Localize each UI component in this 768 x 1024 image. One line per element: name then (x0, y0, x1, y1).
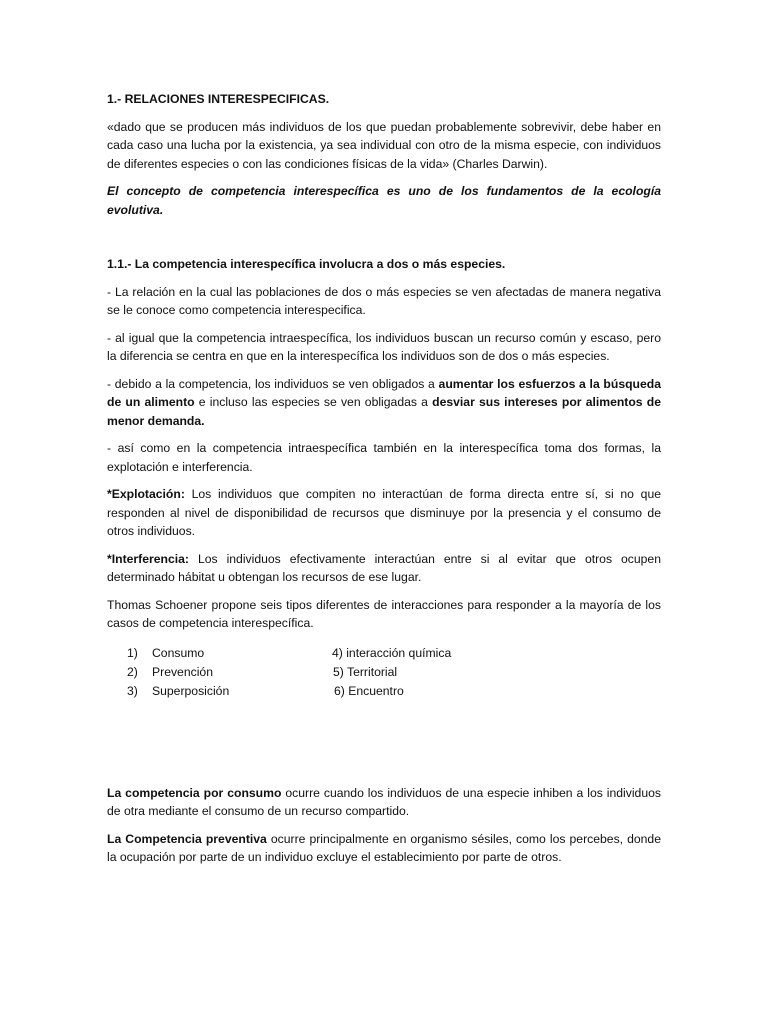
paragraph-explotacion (107, 485, 661, 541)
preventiva-bold: La Competencia preventiva (107, 831, 267, 846)
p3-mid: e incluso las especies se ven obligadas a (194, 395, 433, 409)
paragraph-schoener: Thomas Schoener propone seis tipos diferentes de interacciones para responder a la mayoría de los casos de competencia interespecífica. (107, 597, 661, 630)
list-left-label: Consumo (152, 645, 205, 660)
list-right-label: 5) Territorial (333, 664, 398, 679)
interferencia-label: *Interferencia: (107, 551, 189, 566)
paragraph-competencia (107, 375, 661, 431)
paragraph-relation: - La relación en la cual las poblaciones de dos o más especies se ven afectadas de manera negativa se le conoce como competencia interespecifica. (107, 284, 661, 317)
list-right-label: 4) interacción química (332, 645, 452, 660)
subsection-heading: 1.1.- La competencia interespecífica involucra a dos o más especies. (107, 257, 506, 271)
list-item (107, 682, 661, 701)
list-left-label: Superposición (152, 683, 230, 698)
document-page (107, 90, 661, 867)
p3-pre: - debido a la competencia, los individuos se ven obligados a (107, 376, 439, 391)
list-number: 1) (127, 645, 138, 660)
interaction-list (107, 644, 661, 702)
section-heading: 1.- RELACIONES INTERESPECIFICAS. (107, 92, 330, 106)
paragraph-intraespecifica: - al igual que la competencia intraespecífica, los individuos buscan un recurso común y escaso, pero la diferencia se centra en que en la interespecífica los individuos son de dos o más especies. (107, 330, 661, 363)
darwin-quote: «dado que se producen más individuos de los que puedan probablemente sobrevivir, debe haber en cada caso una lucha por la existencia, ya sea individual con otro de la misma especie, con individuos de diferentes especies o con las condiciones físicas de la vida» (Charles Darwin). (107, 119, 661, 171)
list-left-label: Prevención (152, 664, 213, 679)
preventiva-text: ocurre principalmente en organismo sésiles, como los percebes, donde la ocupación por parte de un individuo excluye el establecimiento por parte de otros. (107, 831, 661, 864)
p3-bold1: aumentar los esfuerzos a la búsqueda de un alimento (107, 376, 661, 409)
explotacion-label: *Explotación: (107, 487, 185, 501)
interferencia-text: Los individuos efectivamente interactúan entre si al evitar que otros ocupen determinado hábitat u obtengan los recursos de ese lugar. (107, 551, 661, 584)
list-number: 2) (127, 664, 138, 679)
list-item (107, 644, 661, 663)
paragraph-preventiva (107, 830, 661, 867)
paragraph-dos-formas: - así como en la competencia intraespecífica también en la interespecífica toma dos formas, la explotación e interferencia. (107, 441, 661, 474)
list-right-label: 6) Encuentro (334, 683, 404, 698)
consumo-bold: La competencia por consumo (107, 785, 282, 800)
list-item (107, 663, 661, 682)
italic-statement: El concepto de competencia interespecífica es uno de los fundamentos de la ecología evolutiva. (107, 184, 661, 217)
paragraph-interferencia (107, 550, 661, 587)
list-number: 3) (127, 683, 138, 698)
consumo-text: ocurre cuando los individuos de una especie inhiben a los individuos de otra mediante el consumo de un recurso compartido. (107, 785, 661, 818)
p3-bold2: desviar sus intereses por alimentos de menor demanda. (107, 395, 661, 428)
explotacion-text: Los individuos que compiten no interactúan de forma directa entre sí, si no que responden al nivel de disponibilidad de recursos que disminuye por la presencia y el consumo de otros individuos. (107, 487, 661, 538)
paragraph-consumo (107, 784, 661, 821)
